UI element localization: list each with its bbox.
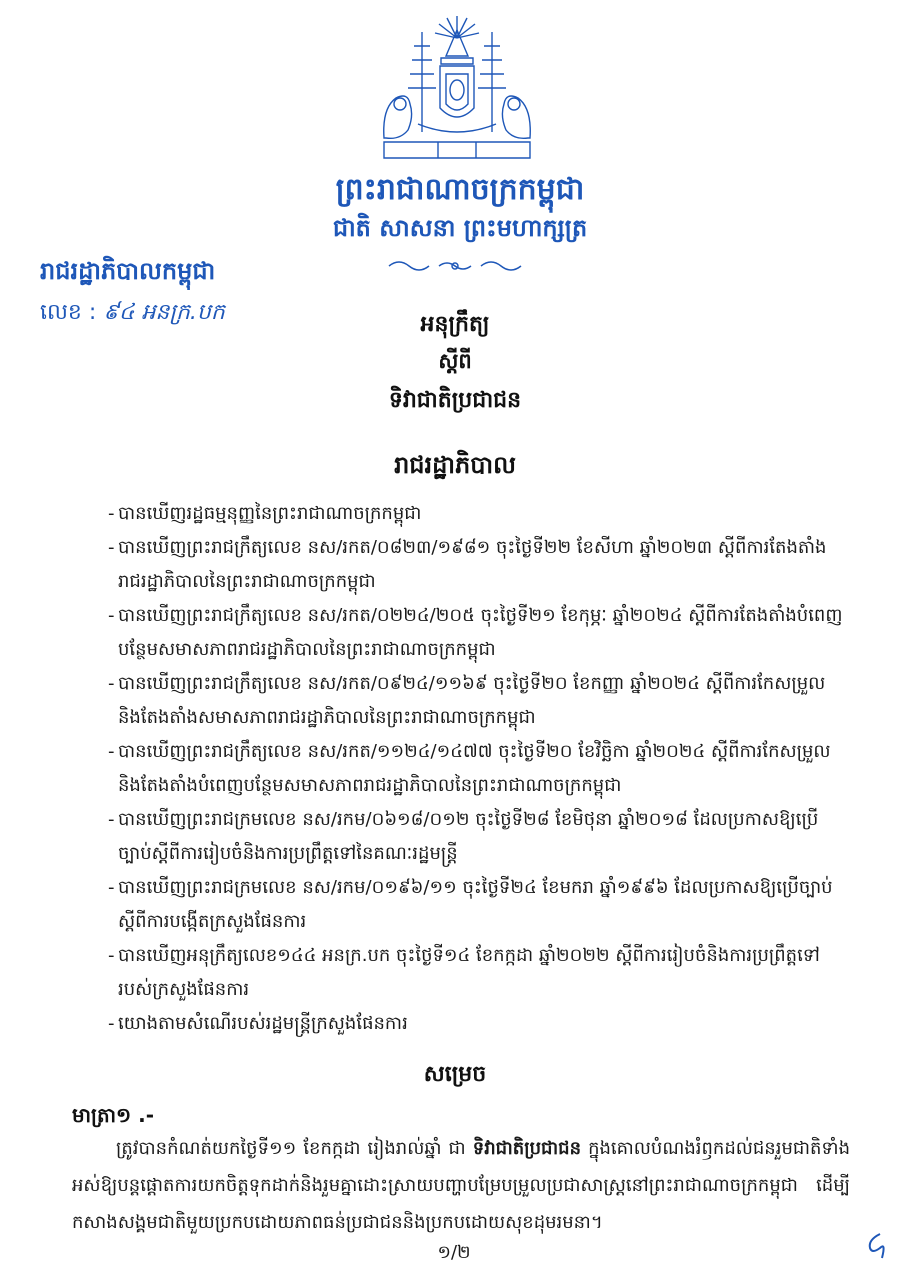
preamble-clause: - បានឃើញរដ្ឋធម្មនុញ្ញនៃព្រះរាជាណាចក្រកម្ពុជា <box>108 503 422 524</box>
preamble-clause: - បានឃើញព្រះរាជក្រមលេខ នស/រកម/០១៩៦/១១ ចុះថ្ងៃទី២៤ ខែមករា ឆ្នាំ១៩៩៦ ដែលប្រកាសឱ្យប្រើច្បាប់ស្តីពីការបង្កើតក្រសួងផែនការ <box>108 877 833 932</box>
preamble-clause: - បានឃើញព្រះរាជក្រឹត្យលេខ នស/រកត/០៨២៣/១៩៨១ ចុះថ្ងៃទី២២ ខែសីហា ឆ្នាំ២០២៣ ស្តីពីការតែងតាំងរាជរដ្ឋាភិបាលនៃព្រះរាជាណាចក្រកម្ពុជា <box>108 537 827 592</box>
preamble-clause: - បានឃើញព្រះរាជក្រមលេខ នស/រកម/០៦១៨/០១២ ចុះថ្ងៃទី២៨ ខែមិថុនា ឆ្នាំ២០១៨ ដែលប្រកាសឱ្យប្រើច្បាប់ស្តីពីការរៀបចំនិងការប្រព្រឹត្តទៅនៃគណៈរដ្ឋមន្ត្រី <box>108 809 819 864</box>
royal-emblem-icon <box>378 12 536 162</box>
article-1-heading: មាត្រា១ .- <box>72 1103 155 1127</box>
issuing-authority: រាជរដ្ឋាភិបាលកម្ពុជា <box>40 257 216 285</box>
article-1-body: ត្រូវបានកំណត់យកថ្ងៃទី១១ ខែកក្កដា រៀងរាល់ឆ្នាំ ជា ទិវាជាតិប្រជាជន ក្នុងគោលបំណងរំឭកដល់ជនរួមជាតិទាំងអស់ឱ្យបន្តផ្តោតការយកចិត្តទុកដាក់និងរួមគ្នាដោះស្រាយបញ្ហាបម្រែបម្រួលប្រជាសាស្ត្រនៅព្រះរាជាណាចក្រកម្ពុជា ដើម្បីកសាងសង្គមជាតិមួយប្រកបដោយភាពធន់ប្រជាជននិងប្រកបដោយសុខដុមរមនា។ <box>72 1138 850 1233</box>
government-heading: រាជរដ្ឋាភិបាល <box>394 451 516 479</box>
article-1-emphasis: ទិវាជាតិប្រជាជន <box>472 1138 581 1159</box>
preamble-clause: - បានឃើញព្រះរាជក្រឹត្យលេខ នស/រកត/០៩២៤/១១៦៩ ចុះថ្ងៃទី២០ ខែកញ្ញា ឆ្នាំ២០២៤ ស្តីពីការកែសម្រួលនិងតែងតាំងសមាសភាពរាជរដ្ឋាភិបាលនៃព្រះរាជាណាចក្រកម្ពុជា <box>108 673 826 728</box>
reference-value: ៩៤ អនក្រ.បក <box>103 300 225 325</box>
reference-label: លេខ : <box>40 300 97 325</box>
preamble-clause: - បានឃើញព្រះរាជក្រឹត្យលេខ នស/រកត/០២២៤/២០៥ ចុះថ្ងៃទី២១ ខែកុម្ភៈ ឆ្នាំ២០២៤ ស្តីពីការតែងតាំងបំពេញបន្ថែមសមាសភាពរាជរដ្ឋាភិបាលនៃព្រះរាជាណាចក្រកម្ពុជា <box>108 605 843 660</box>
decides-heading: សម្រេច <box>423 1062 487 1087</box>
page-number: ១/២ <box>437 1242 471 1263</box>
ornament-divider-icon <box>385 256 525 276</box>
kingdom-name: ព្រះរាជាណាចក្រកម្ពុជា <box>335 172 585 207</box>
document-subject: ទិវាជាតិប្រជាជន <box>388 388 522 413</box>
preamble-clauses <box>108 497 848 1041</box>
national-motto: ជាតិ សាសនា ព្រះមហាក្សត្រ <box>332 214 588 242</box>
reference-number <box>40 298 225 330</box>
preamble-clause: - យោងតាមសំណើរបស់រដ្ឋមន្ត្រីក្រសួងផែនការ <box>108 1013 408 1034</box>
document-type: អនុក្រឹត្យ <box>420 312 490 337</box>
preamble-clause: - បានឃើញព្រះរាជក្រឹត្យលេខ នស/រកត/១១២៤/១៤៧៧ ចុះថ្ងៃទី២០ ខែវិច្ឆិកា ឆ្នាំ២០២៤ ស្តីពីការកែសម្រួលនិងតែងតាំងបំពេញបន្ថែមសមាសភាពរាជរដ្ឋាភិបាលនៃព្រះរាជាណាចក្រកម្ពុជា <box>108 741 831 796</box>
preamble-clause: - បានឃើញអនុក្រឹត្យលេខ១៤៤ អនក្រ.បក ចុះថ្ងៃទី១៤ ខែកក្កដា ឆ្នាំ២០២២ ស្តីពីការរៀបចំនិងការប្រព្រឹត្តទៅរបស់ក្រសួងផែនការ <box>108 945 820 1000</box>
initial-signature-icon <box>860 1230 894 1264</box>
document-about: ស្តីពី <box>438 349 472 373</box>
